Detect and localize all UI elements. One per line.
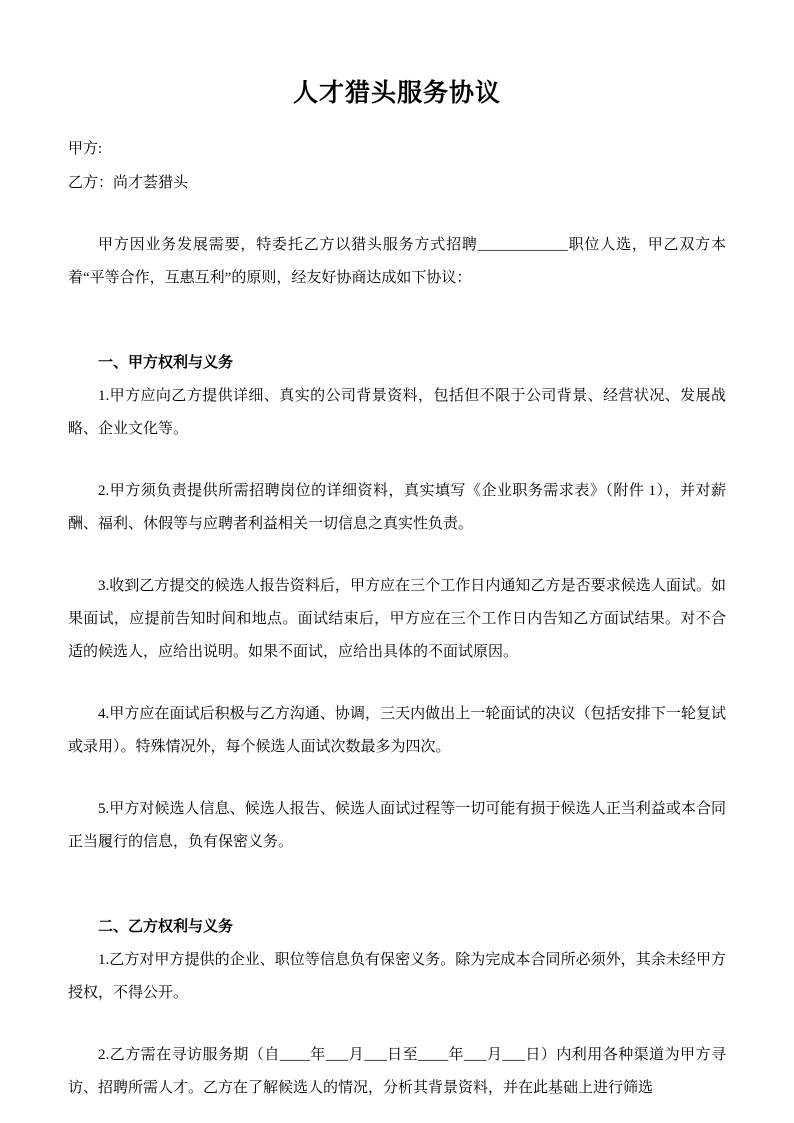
section1-item-1: 1.甲方应向乙方提供详细、真实的公司背景资料，包括但不限于公司背景、经营状况、发展战略、企业文化等。: [68, 388, 726, 437]
intro-paragraph: 甲方因业务发展需要，特委托乙方以猎头服务方式招聘____________职位人选，甲乙双方本着“平等合作，互惠互利”的原则，经友好协商达成如下协议：: [68, 237, 726, 286]
document-title: 人才猎头服务协议: [292, 80, 501, 107]
party-b-line: 乙方：尚才荟猎头: [68, 175, 189, 191]
section1-heading: 一、甲方权利与义务: [98, 355, 234, 371]
section1-item-2: 2.甲方须负责提供所需招聘岗位的详细资料，真实填写《企业职务需求表》（附件 1），并对薪酬、福利、休假等与应聘者利益相关一切信息之真实性负责。: [68, 483, 726, 532]
section1-item-4: 4.甲方应在面试后积极与乙方沟通、协调，三天内做出上一轮面试的决议（包括安排下一轮复试或录用）。特殊情况外，每个候选人面试次数最多为四次。: [68, 706, 726, 755]
party-a-line: 甲方:: [68, 141, 103, 157]
section2-item-2: 2.乙方需在寻访服务期（自____年___月___日至____年___月___日）内利用各种渠道为甲方寻访、招聘所需人才。乙方在了解候选人的情况，分析其背景资料，并在此基础上进行筛选: [68, 1047, 726, 1096]
section2-item-1: 1.乙方对甲方提供的企业、职位等信息负有保密义务。除为完成本合同所必须外，其余未经甲方授权，不得公开。: [68, 952, 726, 1001]
section1-item-3: 3.收到乙方提交的候选人报告资料后，甲方应在三个工作日内通知乙方是否要求候选人面试。如果面试，应提前告知时间和地点。面试结束后，甲方应在三个工作日内告知乙方面试结果。对不合适的候选人，应给出说明。如果不面试，应给出具体的不面试原因。: [68, 578, 726, 660]
section1-item-5: 5.甲方对候选人信息、候选人报告、候选人面试过程等一切可能有损于候选人正当利益或本合同正当履行的信息，负有保密义务。: [68, 801, 726, 850]
section2-heading: 二、乙方权利与义务: [98, 919, 234, 935]
